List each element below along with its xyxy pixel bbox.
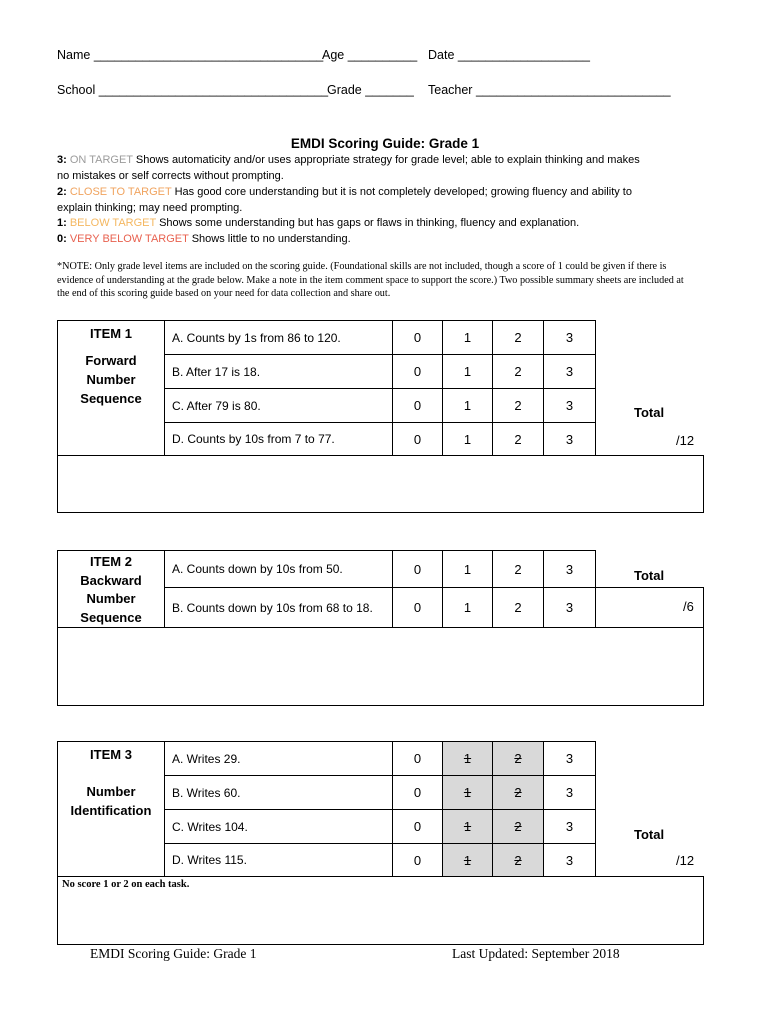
item1-comment-box[interactable]: [57, 455, 704, 513]
score-0[interactable]: 0: [392, 809, 443, 844]
score-1-disabled: 1: [442, 809, 493, 844]
legend-text: Shows little to no understanding.: [188, 233, 351, 245]
score-3[interactable]: 3: [543, 775, 596, 810]
score-2-disabled: 2: [492, 741, 544, 776]
score-1[interactable]: 1: [442, 587, 493, 628]
score-1[interactable]: 1: [442, 354, 493, 389]
legend-num: 1:: [57, 217, 67, 229]
grade-field[interactable]: Grade _______: [327, 83, 414, 97]
score-3[interactable]: 3: [543, 843, 596, 877]
item3-label: [57, 741, 165, 877]
item-title: ITEM 1: [90, 326, 132, 341]
score-0[interactable]: 0: [392, 741, 443, 776]
score-3[interactable]: 3: [543, 320, 596, 355]
score-0[interactable]: 0: [392, 843, 443, 877]
item3-total-value[interactable]: /12: [676, 853, 695, 868]
task-1b: B. After 17 is 18.: [164, 354, 393, 389]
score-0[interactable]: 0: [392, 388, 443, 423]
item1-total-label: Total: [634, 405, 665, 420]
item1-total-value[interactable]: /12: [676, 433, 695, 448]
score-1-disabled: 1: [442, 775, 493, 810]
legend-text: Has good core understanding but it is not completely developed; growing fluency and ability to: [171, 186, 632, 198]
score-2-disabled: 2: [492, 809, 544, 844]
score-0[interactable]: 0: [392, 320, 443, 355]
score-1[interactable]: 1: [442, 320, 493, 355]
task-1c: C. After 79 is 80.: [164, 388, 393, 423]
name-field[interactable]: Name _________________________________: [57, 48, 324, 62]
score-2-disabled: 2: [492, 775, 544, 810]
score-3[interactable]: 3: [543, 422, 596, 456]
legend-0: [57, 232, 351, 248]
score-1-disabled: 1: [442, 843, 493, 877]
score-0[interactable]: 0: [392, 354, 443, 389]
date-field[interactable]: Date ___________________: [428, 48, 590, 62]
legend-num: 0:: [57, 233, 67, 245]
item3-total-label: Total: [634, 827, 665, 842]
legend-2: [57, 185, 632, 216]
legend-num: 2:: [57, 186, 67, 198]
legend-level: CLOSE TO TARGET: [69, 186, 172, 198]
legend-3: [57, 153, 640, 184]
score-3[interactable]: 3: [543, 809, 596, 844]
score-1[interactable]: 1: [442, 550, 493, 588]
score-3[interactable]: 3: [543, 587, 596, 628]
score-2[interactable]: 2: [492, 320, 544, 355]
legend-cont: explain thinking; may need prompting.: [57, 201, 243, 214]
page-title: EMDI Scoring Guide: Grade 1: [290, 136, 480, 151]
task-1d: D. Counts by 10s from 7 to 77.: [164, 422, 393, 456]
score-3[interactable]: 3: [543, 388, 596, 423]
item-subtitle: Backward Number Sequence: [80, 572, 142, 625]
task-1a: A. Counts by 1s from 86 to 120.: [164, 320, 393, 355]
score-3[interactable]: 3: [543, 550, 596, 588]
legend-text: Shows some understanding but has gaps or flaws in thinking, fluency and explanation.: [156, 217, 580, 229]
legend-1: [57, 216, 579, 232]
score-1-disabled: 1: [442, 741, 493, 776]
score-2[interactable]: 2: [492, 354, 544, 389]
item2-comment-box[interactable]: [57, 627, 704, 706]
score-2[interactable]: 2: [492, 550, 544, 588]
legend-level: VERY BELOW TARGET: [69, 233, 189, 245]
score-0[interactable]: 0: [392, 587, 443, 628]
task-3a: A. Writes 29.: [164, 741, 393, 776]
teacher-field[interactable]: Teacher ____________________________: [428, 83, 671, 97]
legend-level: BELOW TARGET: [69, 217, 157, 229]
score-2-disabled: 2: [492, 843, 544, 877]
footer-updated: Last Updated: September 2018: [452, 946, 620, 961]
item-title: ITEM 3: [90, 747, 132, 762]
item-title: ITEM 2: [90, 554, 132, 569]
score-1[interactable]: 1: [442, 422, 493, 456]
score-0[interactable]: 0: [392, 550, 443, 588]
task-3c: C. Writes 104.: [164, 809, 393, 844]
item-subtitle: Forward Number Sequence: [80, 353, 142, 406]
item-subtitle: Number Identification: [70, 784, 152, 818]
score-2[interactable]: 2: [492, 587, 544, 628]
item2-label: [57, 550, 165, 628]
item2-total-label: Total: [634, 568, 665, 583]
legend-text: Shows automaticity and/or uses appropriate strategy for grade level; able to explain thinking and makes: [132, 154, 640, 166]
task-3d: D. Writes 115.: [164, 843, 393, 877]
score-3[interactable]: 3: [543, 741, 596, 776]
score-0[interactable]: 0: [392, 775, 443, 810]
score-2[interactable]: 2: [492, 422, 544, 456]
item1-label: [57, 320, 165, 456]
task-2a: A. Counts down by 10s from 50.: [164, 550, 393, 588]
legend-cont: no mistakes or self corrects without prompting.: [57, 169, 284, 182]
score-3[interactable]: 3: [543, 354, 596, 389]
score-2[interactable]: 2: [492, 388, 544, 423]
task-2b: B. Counts down by 10s from 68 to 18.: [164, 587, 393, 628]
score-1[interactable]: 1: [442, 388, 493, 423]
score-0[interactable]: 0: [392, 422, 443, 456]
task-3b: B. Writes 60.: [164, 775, 393, 810]
legend-level: ON TARGET: [69, 154, 133, 166]
item3-comment-note: No score 1 or 2 on each task.: [62, 879, 190, 890]
note-text: *NOTE: Only grade level items are included on the scoring guide. (Foundational skills are not included, though a score of 1 could be given if there is evidence of understanding at the grade below. Make a note in the item comment space to support the score.) Two possible summary sheets are included at the end of this scoring guide based on your need for data collection and share out.: [57, 261, 684, 300]
age-field[interactable]: Age __________: [322, 48, 418, 62]
footer-title: EMDI Scoring Guide: Grade 1: [90, 946, 257, 961]
legend-num: 3:: [57, 154, 67, 166]
school-field[interactable]: School _________________________________: [57, 83, 329, 97]
item2-total-value[interactable]: /6: [683, 599, 694, 614]
